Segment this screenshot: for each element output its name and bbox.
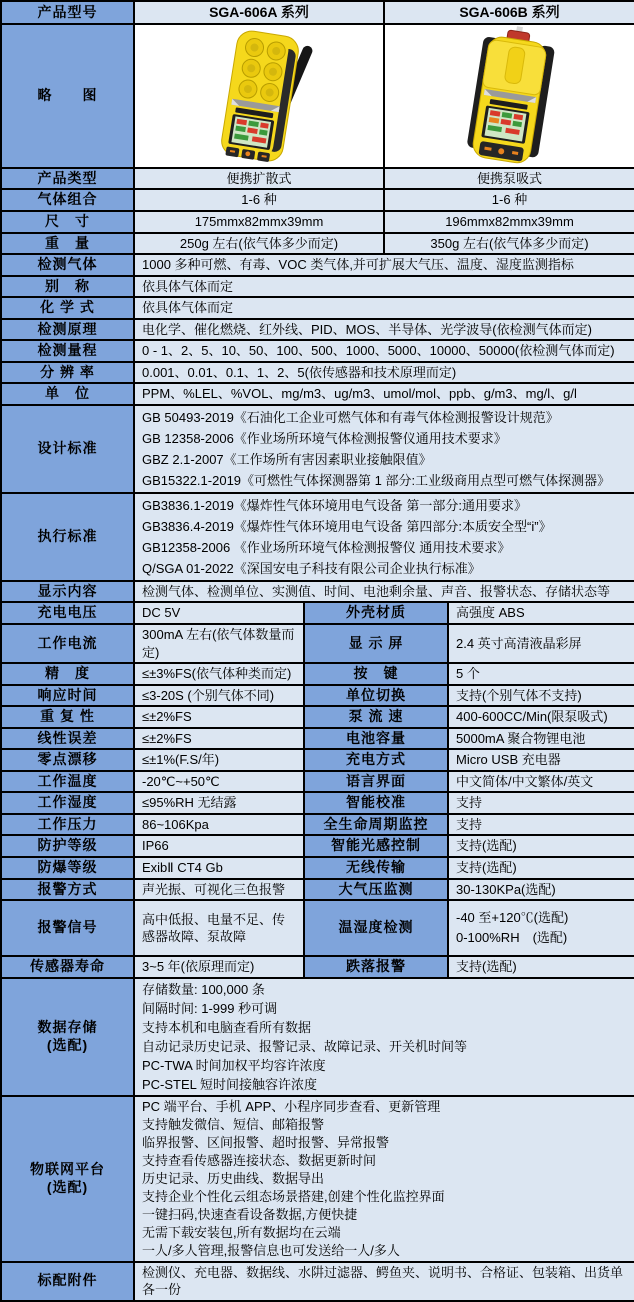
standard-line: GB15322.1-2019《可燃性气体探测器第 1 部分:工业级商用点型可燃气体探测器》 xyxy=(142,472,611,488)
spec-value: 30-130KPa(选配) xyxy=(448,879,634,901)
standard-line: GB3836.4-2019《爆炸性气体环境用电气设备 第四部分:本质安全型“i”》 xyxy=(142,518,552,534)
spec-value: 高强度 ABS xyxy=(448,602,634,624)
row-working-current xyxy=(1,624,634,663)
spec-value: ≤±3%FS(依气体种类而定) xyxy=(134,663,304,685)
spec-label-line: (选配) xyxy=(46,1178,89,1195)
iot-line: 历史记录、历史曲线、数据导出 xyxy=(142,1170,325,1186)
sga-606a-device-photo xyxy=(135,25,384,167)
spec-label: 标配附件 xyxy=(1,1262,134,1301)
sga-606b-device-photo xyxy=(385,25,634,167)
spec-value: 检测仪、充电器、数据线、水阱过滤器、鳄鱼夹、说明书、合格证、包装箱、出货单各一份 xyxy=(134,1262,634,1301)
spec-label xyxy=(1,978,134,1096)
spec-value: 检测气体、检测单位、实测值、时间、电池剩余量、声音、报警状态、存储状态等 xyxy=(134,581,634,603)
iot-line: 支持查看传感器连接状态、数据更新时间 xyxy=(142,1152,377,1168)
spec-label: 分 辨 率 xyxy=(1,362,134,384)
spec-label: 语言界面 xyxy=(304,771,448,793)
row-product-type xyxy=(1,168,634,190)
spec-label: 显示内容 xyxy=(1,581,134,603)
row-iot-platform xyxy=(1,1096,634,1262)
storage-line: PC-TWA 时间加权平均容许浓度 xyxy=(142,1057,326,1073)
spec-value: 支持(选配) xyxy=(448,857,634,879)
spec-label: 充电方式 xyxy=(304,749,448,771)
row-zero-drift xyxy=(1,749,634,771)
spec-label: 工作压力 xyxy=(1,814,134,836)
spec-value: 2.4 英寸高清液晶彩屏 xyxy=(448,624,634,663)
spec-value: IP66 xyxy=(134,835,304,857)
spec-label: 化 学 式 xyxy=(1,297,134,319)
iot-line: 支持企业个性化云组态场景搭建,创建个性化监控界面 xyxy=(142,1188,445,1204)
row-charge-voltage xyxy=(1,602,634,624)
spec-label: 外壳材质 xyxy=(304,602,448,624)
spec-label: 响应时间 xyxy=(1,685,134,707)
spec-value-b: 便携泵吸式 xyxy=(384,168,634,190)
spec-value: ≤95%RH 无结露 xyxy=(134,792,304,814)
row-weight xyxy=(1,233,634,255)
temp-humidity-values xyxy=(448,900,634,956)
spec-label: 设计标准 xyxy=(1,405,134,493)
spec-label: 智能校准 xyxy=(304,792,448,814)
spec-label: 检测量程 xyxy=(1,340,134,362)
design-standards-list xyxy=(134,405,634,493)
spec-label: 全生命周期监控 xyxy=(304,814,448,836)
row-execution-standards xyxy=(1,493,634,581)
spec-label: 执行标准 xyxy=(1,493,134,581)
spec-label: 气体组合 xyxy=(1,189,134,211)
row-detection-range xyxy=(1,340,634,362)
row-detect-gas xyxy=(1,254,634,276)
iot-line: PC 端平台、手机 APP、小程序同步查看、更新管理 xyxy=(142,1098,441,1114)
row-linearity-error xyxy=(1,728,634,750)
row-sensor-life xyxy=(1,956,634,978)
storage-line: 自动记录历史记录、报警记录、故障记录、开关机时间等 xyxy=(142,1038,468,1054)
row-design-standards xyxy=(1,405,634,493)
spec-value: 1000 多种可燃、有毒、VOC 类气体,并可扩展大气压、温度、湿度监测指标 xyxy=(134,254,634,276)
spec-label: 重 复 性 xyxy=(1,706,134,728)
spec-label: 线性误差 xyxy=(1,728,134,750)
row-working-temperature xyxy=(1,771,634,793)
spec-label: 工作温度 xyxy=(1,771,134,793)
spec-label: 显 示 屏 xyxy=(304,624,448,663)
spec-label: 零点漂移 xyxy=(1,749,134,771)
spec-value: ≤3-20S (个别气体不同) xyxy=(134,685,304,707)
spec-label: 防爆等级 xyxy=(1,857,134,879)
spec-label: 单位切换 xyxy=(304,685,448,707)
spec-value: 0.001、0.01、0.1、1、2、5(依传感器和技术原理而定) xyxy=(134,362,634,384)
row-accuracy xyxy=(1,663,634,685)
spec-label: 智能光感控制 xyxy=(304,835,448,857)
spec-label: 温湿度检测 xyxy=(304,900,448,956)
row-resolution xyxy=(1,362,634,384)
spec-label-line: (选配) xyxy=(46,1036,89,1053)
spec-label: 别 称 xyxy=(1,276,134,298)
spec-label: 按 键 xyxy=(304,663,448,685)
row-repeatability xyxy=(1,706,634,728)
spec-value: 声光振、可视化三色报警 xyxy=(134,879,304,901)
row-product-model xyxy=(1,1,634,24)
row-product-sketch xyxy=(1,24,634,168)
spec-value: 支持(选配) xyxy=(448,956,634,978)
spec-value: 300mA 左右(依气体数量而定) xyxy=(134,624,304,663)
spec-value: 0 - 1、2、5、10、50、100、500、1000、5000、10000、50000(依检测气体而定) xyxy=(134,340,634,362)
row-units xyxy=(1,383,634,405)
spec-value: DC 5V xyxy=(134,602,304,624)
standard-line: GB 12358-2006《作业场所环境气体检测报警仪通用技术要求》 xyxy=(142,430,507,446)
spec-value: ≤±1%(F.S/年) xyxy=(134,749,304,771)
spec-value: -20℃~+50℃ xyxy=(134,771,304,793)
spec-value-line: 0-100%RH (选配) xyxy=(456,930,568,946)
spec-value: ≤±2%FS xyxy=(134,706,304,728)
iot-line: 一键扫码,快速查看设备数据,方便快捷 xyxy=(142,1206,358,1222)
spec-value: 依具体气体而定 xyxy=(134,276,634,298)
spec-value: 5 个 xyxy=(448,663,634,685)
spec-label: 电池容量 xyxy=(304,728,448,750)
spec-value: 支持(个别气体不支持) xyxy=(448,685,634,707)
spec-value: ≤±2%FS xyxy=(134,728,304,750)
spec-value: 支持(选配) xyxy=(448,835,634,857)
spec-label: 传感器寿命 xyxy=(1,956,134,978)
spec-label: 产品型号 xyxy=(1,1,134,24)
spec-label: 无线传输 xyxy=(304,857,448,879)
spec-label: 产品类型 xyxy=(1,168,134,190)
spec-value: ExibⅡ CT4 Gb xyxy=(134,857,304,879)
spec-label xyxy=(1,1096,134,1262)
execution-standards-list xyxy=(134,493,634,581)
row-accessories xyxy=(1,1262,634,1301)
iot-line: 一人/多人管理,报警信息也可发送给一人/多人 xyxy=(142,1242,400,1258)
spec-value: 支持 xyxy=(448,814,634,836)
spec-value: 5000mA 聚合物锂电池 xyxy=(448,728,634,750)
spec-value-a: 250g 左右(依气体多少而定) xyxy=(134,233,384,255)
spec-value-a: 便携扩散式 xyxy=(134,168,384,190)
series-b-title: SGA-606B 系列 xyxy=(384,1,634,24)
spec-label: 泵 流 速 xyxy=(304,706,448,728)
spec-value: 高中低报、电量不足、传感器故障、泵故障 xyxy=(134,900,304,956)
spec-label: 检测气体 xyxy=(1,254,134,276)
row-alarm-mode xyxy=(1,879,634,901)
storage-line: 间隔时间: 1-999 秒可调 xyxy=(142,1000,278,1016)
standard-line: GB12358-2006 《作业场所环境气体检测报警仪 通用技术要求》 xyxy=(142,539,511,555)
iot-line: 支持触发微信、短信、邮箱报警 xyxy=(142,1116,325,1132)
standard-line: GB3836.1-2019《爆炸性气体环境用电气设备 第一部分:通用要求》 xyxy=(142,497,528,513)
row-working-pressure xyxy=(1,814,634,836)
row-response-time xyxy=(1,685,634,707)
spec-label-line: 数据存储 xyxy=(37,1019,98,1036)
spec-label: 防护等级 xyxy=(1,835,134,857)
standard-line: GBZ 2.1-2007《工作场所有害因素职业接触限值》 xyxy=(142,451,432,467)
row-data-storage xyxy=(1,978,634,1096)
storage-line: 支持本机和电脑查看所有数据 xyxy=(142,1019,312,1035)
storage-line: PC-STEL 短时间接触容许浓度 xyxy=(142,1076,318,1092)
standard-line: Q/SGA 01-2022《深国安电子科技有限公司企业执行标准》 xyxy=(142,560,481,576)
spec-value: PPM、%LEL、%VOL、mg/m3、ug/m3、umol/mol、ppb、g/m3、mg/l、g/l xyxy=(134,383,634,405)
standard-line: GB 50493-2019《石油化工企业可燃气体和有毒气体检测报警设计规范》 xyxy=(142,409,559,425)
spec-value-b: 196mmx82mmx39mm xyxy=(384,211,634,233)
spec-label: 重 量 xyxy=(1,233,134,255)
spec-value: 支持 xyxy=(448,792,634,814)
spec-label: 充电电压 xyxy=(1,602,134,624)
spec-label: 报警方式 xyxy=(1,879,134,901)
row-alias xyxy=(1,276,634,298)
spec-label-line: 物联网平台 xyxy=(30,1161,105,1178)
spec-label: 工作湿度 xyxy=(1,792,134,814)
storage-line: 存储数量: 100,000 条 xyxy=(142,981,265,997)
spec-value-a: 1-6 种 xyxy=(134,189,384,211)
spec-value: 依具体气体而定 xyxy=(134,297,634,319)
spec-value-a: 175mmx82mmx39mm xyxy=(134,211,384,233)
product-photo-cell-a xyxy=(134,24,384,168)
spec-value: 电化学、催化燃烧、红外线、PID、MOS、半导体、光学波导(依检测气体而定) xyxy=(134,319,634,341)
iot-line: 无需下载安装包,所有数据均在云端 xyxy=(142,1224,341,1240)
spec-value: 86~106Kpa xyxy=(134,814,304,836)
data-storage-list xyxy=(134,978,634,1096)
row-dimensions xyxy=(1,211,634,233)
spec-value-b: 350g 左右(依气体多少而定) xyxy=(384,233,634,255)
spec-value: 中文简体/中文繁体/英文 xyxy=(448,771,634,793)
spec-value-line: -40 至+120℃(选配) xyxy=(456,910,569,926)
spec-label: 跌落报警 xyxy=(304,956,448,978)
spec-value-b: 1-6 种 xyxy=(384,189,634,211)
row-display-content xyxy=(1,581,634,603)
spec-label: 报警信号 xyxy=(1,900,134,956)
iot-line: 临界报警、区间报警、超时报警、异常报警 xyxy=(142,1134,390,1150)
row-detection-principle xyxy=(1,319,634,341)
row-alarm-signal xyxy=(1,900,634,956)
row-explosion-proof-rating xyxy=(1,857,634,879)
spec-value: 3~5 年(依原理而定) xyxy=(134,956,304,978)
row-gas-combination xyxy=(1,189,634,211)
spec-label: 略 图 xyxy=(1,24,134,168)
spec-label: 大气压监测 xyxy=(304,879,448,901)
spec-label: 精 度 xyxy=(1,663,134,685)
row-protection-rating xyxy=(1,835,634,857)
spec-value: Micro USB 充电器 xyxy=(448,749,634,771)
row-working-humidity xyxy=(1,792,634,814)
product-photo-cell-b xyxy=(384,24,634,168)
spec-value: 400-600CC/Min(限泵吸式) xyxy=(448,706,634,728)
spec-label: 单 位 xyxy=(1,383,134,405)
series-a-title: SGA-606A 系列 xyxy=(134,1,384,24)
spec-label: 尺 寸 xyxy=(1,211,134,233)
row-chemical-formula xyxy=(1,297,634,319)
spec-label: 检测原理 xyxy=(1,319,134,341)
spec-label: 工作电流 xyxy=(1,624,134,663)
iot-platform-list xyxy=(134,1096,634,1262)
